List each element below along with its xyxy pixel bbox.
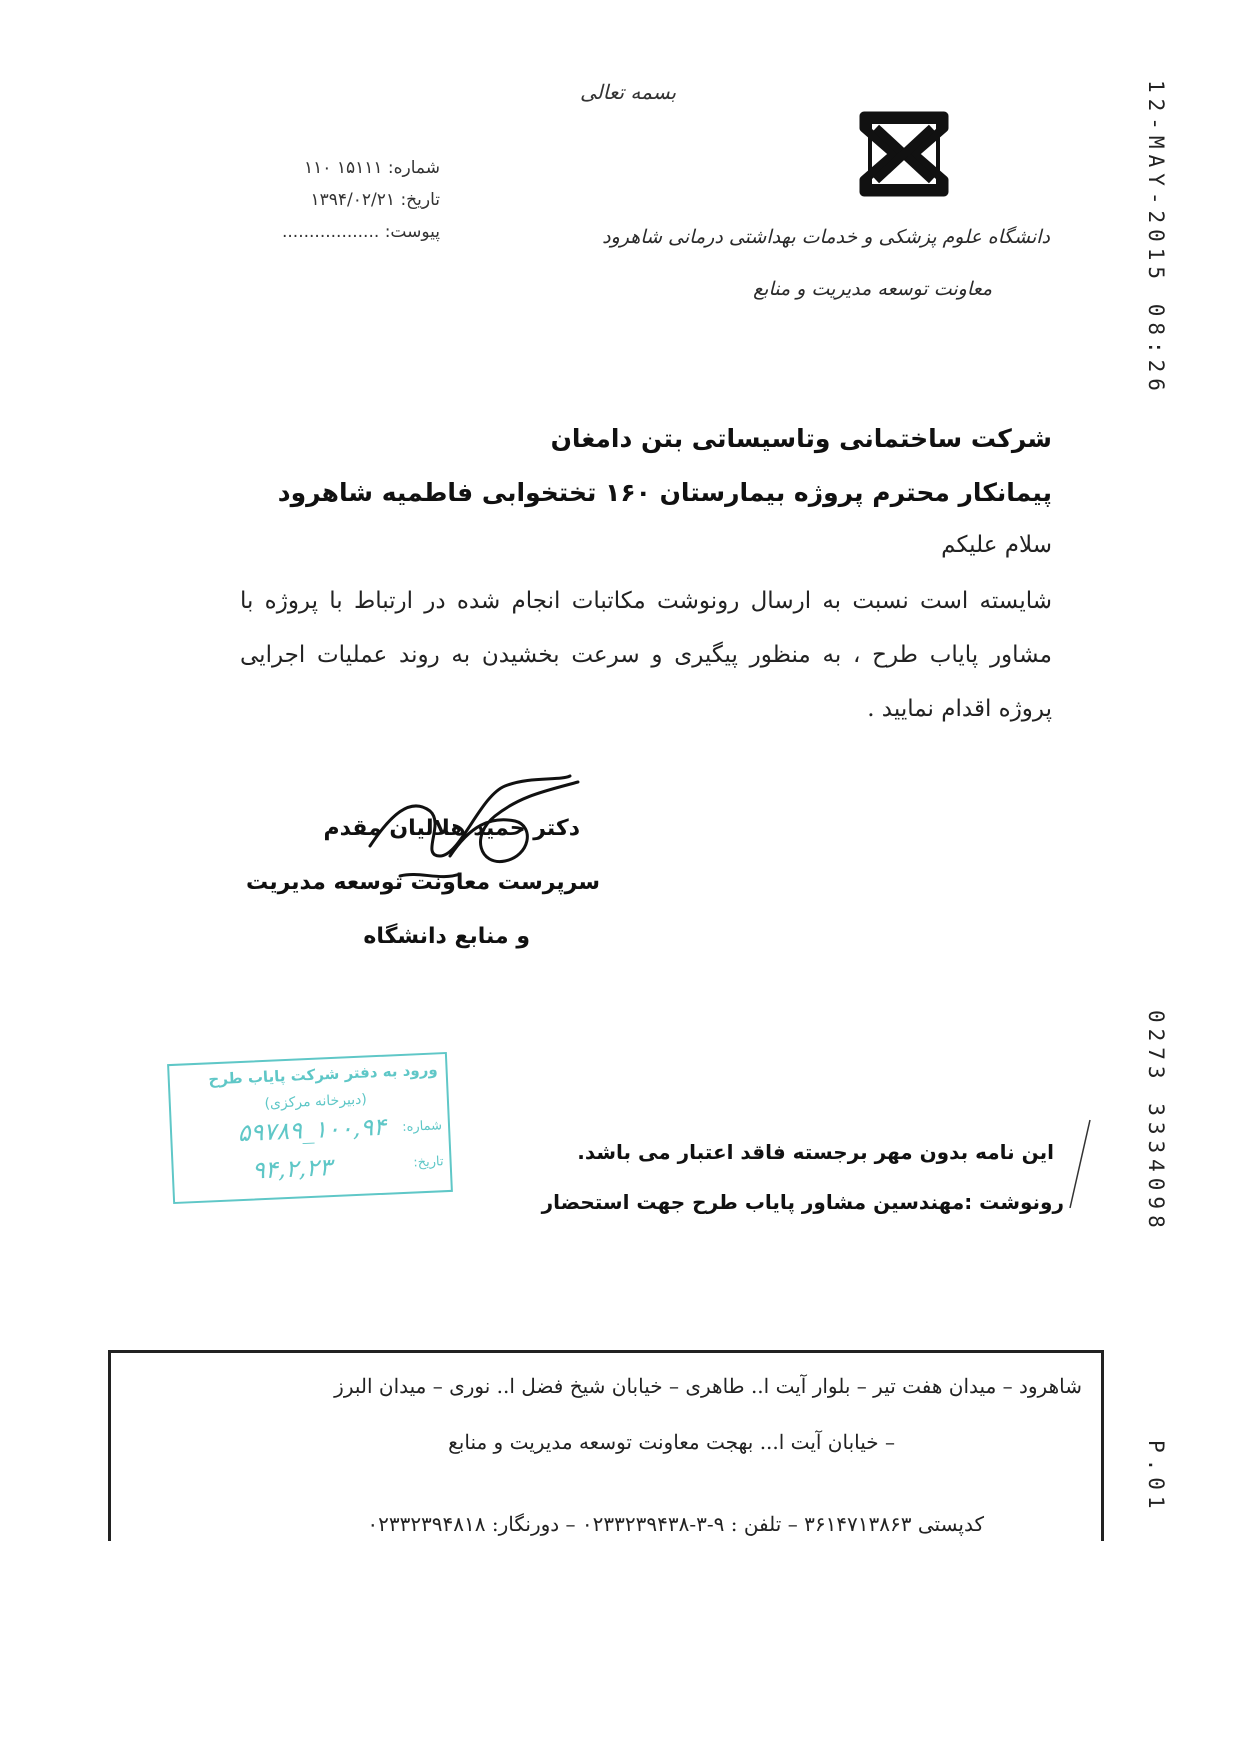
letter-date: تاریخ: ۱۳۹۴/۰۲/۲۱ bbox=[310, 190, 440, 210]
hand-note: بسمه تعالی bbox=[580, 80, 677, 104]
stamp-line1: ورود به دفتر شرکت پایاب طرح bbox=[208, 1060, 438, 1089]
stamp-number: ۱۰۰,۹۴_۵۹۷۸۹ bbox=[236, 1112, 387, 1148]
footer-contact: کدپستی ۳۶۱۴۷۱۳۸۶۳ – تلفن : ۹-۳-۰۲۳۳۲۳۹۴۳۸ – دورنگار: ۰۲۳۳۲۳۹۴۸۱۸ bbox=[367, 1512, 984, 1536]
recipient-role: پیمانکار محترم پروژه بیمارستان ۱۶۰ تختخوابی فاطمیه شاهرود bbox=[277, 478, 1052, 507]
greeting: سلام علیکم bbox=[941, 532, 1052, 558]
letter-meta bbox=[240, 158, 440, 242]
signature-title: سرپرست معاونت توسعه مدیریت bbox=[246, 870, 600, 895]
university-name: دانشگاه علوم پزشکی و خدمات بهداشتی درمانی شاهرود bbox=[602, 226, 1050, 248]
signature-title-cont: و منابع دانشگاه bbox=[363, 924, 530, 949]
letter-number: شماره: ۱۵۱۱۱ ۱۱۰ bbox=[304, 158, 440, 178]
received-stamp bbox=[167, 1052, 453, 1204]
stamp-date: ۹۴,۲,۲۳ bbox=[251, 1153, 333, 1185]
signature-name: دکتر حمید هلالیان مقدم bbox=[323, 816, 580, 841]
footer-address-line2: – خیابان آیت ا... بهجت معاونت توسعه مدیریت و منابع bbox=[448, 1430, 895, 1454]
university-department: معاونت توسعه مدیریت و منابع bbox=[753, 278, 992, 300]
fax-page: P.01 bbox=[1144, 1440, 1168, 1515]
validity-notice: این نامه بدون مهر برجسته فاقد اعتبار می باشد. bbox=[577, 1140, 1054, 1164]
fax-number: 0273 3334098 bbox=[1144, 1010, 1168, 1234]
copy-mark bbox=[1064, 1118, 1094, 1210]
letter-attachment: پیوست: .................. bbox=[282, 222, 440, 242]
stamp-date-label: تاریخ: bbox=[413, 1154, 444, 1171]
stamp-line2: (دبیرخانه مرکزی) bbox=[264, 1091, 368, 1112]
recipient-company: شرکت ساختمانی وتاسیساتی بتن دامغان bbox=[550, 424, 1052, 453]
copy-notice: رونوشت :مهندسین مشاور پایاب طرح جهت استحضار bbox=[541, 1190, 1064, 1214]
body-paragraph: شایسته است نسبت به ارسال رونوشت مکاتبات انجام شده در ارتباط با پروژه با مشاور پایاب طرح ، به منظور پیگیری و سرعت بخشیدن به روند عملیات اجرایی پروژه اقدام نمایید . bbox=[240, 588, 1052, 722]
university-logo bbox=[856, 108, 952, 200]
footer-address-line1: شاهرود – میدان هفت تیر – بلوار آیت ا.. طاهری – خیابان شیخ فضل ا.. نوری – میدان البرز bbox=[334, 1374, 1082, 1398]
stamp-number-label: شماره: bbox=[401, 1118, 443, 1135]
fax-timestamp: 12-MAY-2015 08:26 bbox=[1144, 80, 1168, 397]
